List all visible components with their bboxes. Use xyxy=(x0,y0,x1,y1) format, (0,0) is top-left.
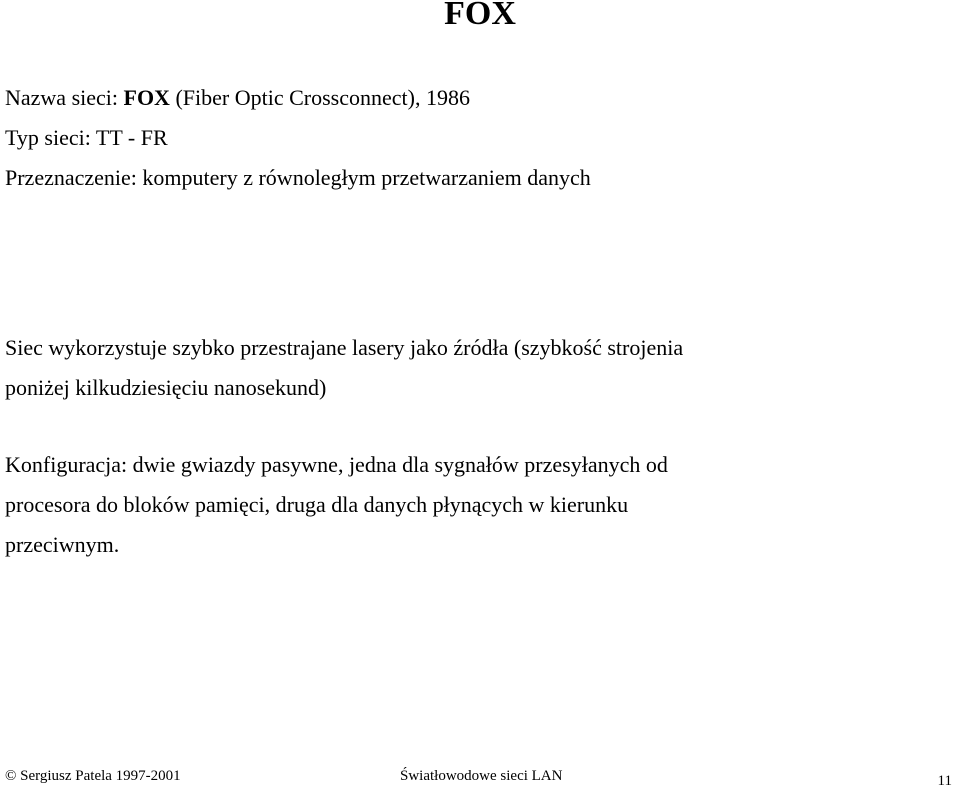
network-name-line xyxy=(5,78,955,118)
configuration-line-3: przeciwnym. xyxy=(5,532,120,557)
page-title: FOX xyxy=(444,0,516,32)
lasers-paragraph xyxy=(5,328,955,408)
footer-page-number: 11 xyxy=(937,773,952,789)
configuration-paragraph xyxy=(5,445,955,565)
configuration-line-2: procesora do bloków pamięci, druga dla danych płynących w kierunku xyxy=(5,492,629,517)
network-name-details: (Fiber Optic Crossconnect), 1986 xyxy=(169,85,470,110)
footer-copyright: © Sergiusz Patela 1997-2001 xyxy=(5,768,181,784)
network-type-line: Typ sieci: TT - FR xyxy=(5,125,168,150)
network-name-label: Nazwa sieci: xyxy=(5,85,124,110)
lasers-line-1: Siec wykorzystuje szybko przestrajane lasery jako źródła (szybkość strojenia xyxy=(5,335,684,360)
lasers-line-2: poniżej kilkudziesięciu nanosekund) xyxy=(5,375,327,400)
configuration-line-1: Konfiguracja: dwie gwiazdy pasywne, jedna dla sygnałów przesyłanych od xyxy=(5,452,668,477)
network-purpose-line: Przeznaczenie: komputery z równoległym przetwarzaniem danych xyxy=(5,165,591,190)
network-name-value: FOX xyxy=(123,85,170,110)
footer-course-title: Światłowodowe sieci LAN xyxy=(400,768,563,784)
page-footer xyxy=(0,765,960,789)
network-info xyxy=(5,78,955,198)
